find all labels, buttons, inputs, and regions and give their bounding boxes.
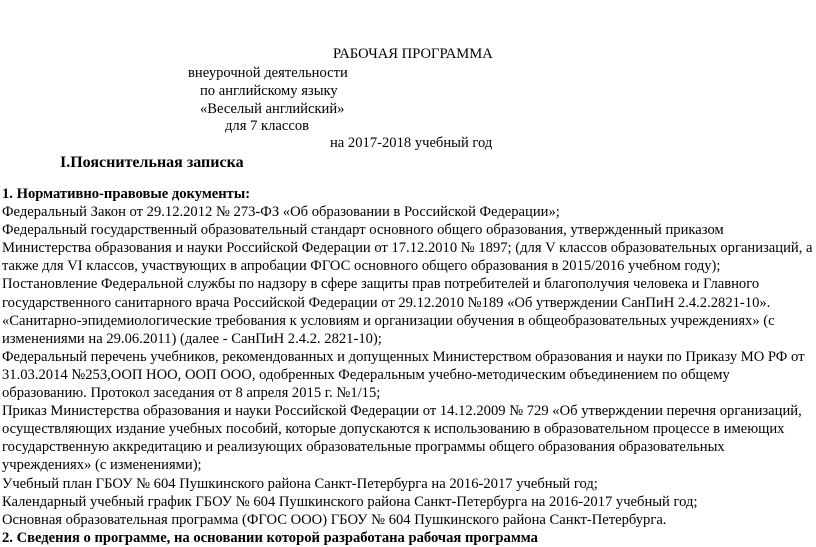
- section-heading: I.Пояснительная записка: [60, 154, 244, 171]
- program-subtitle-year: на 2017-2018 учебный год: [330, 135, 493, 151]
- program-subtitle-activity: внеурочной деятельности: [188, 65, 348, 81]
- program-title: РАБОЧАЯ ПРОГРАММА: [333, 46, 493, 62]
- subsection-heading-program-info: 2. Сведения о программе, на основании которой разработана рабочая программа: [2, 529, 538, 546]
- document-item: Федеральный государственный образовательный стандарт основного общего образования, утвержденный приказом Министерства образования и науки Российской Федерации от 17.12.2010 № 1897; (для V классов образовательных организаций, а также для VI классов, участвующих в апробации ФГОС основного общего образования в 2015/2016 учебном году);: [2, 222, 813, 275]
- document-item: Федеральный Закон от 29.12.2012 № 273-ФЗ «Об образовании в Российской Федерации»;: [2, 204, 560, 221]
- document-body: [2, 185, 814, 547]
- document-item: Календарный учебный график ГБОУ № 604 Пушкинского района Санкт-Петербурга на 2016-2017 учебный год;: [2, 493, 698, 510]
- document-item: Основная образовательная программа (ФГОС ООО) ГБОУ № 604 Пушкинского района Санкт-Петербурга.: [2, 511, 667, 528]
- document-item: Постановление Федеральной службы по надзору в сфере защиты прав потребителей и благополучия человека и Главного государственного санитарного врача Российской Федерации от 29.12.2010 №189 «Об утверждении СанПиН 2.4.2.2821-10». «Санитарно-эпидемиологические требования к условиям и организации обучения в общеобразовательных учреждениях» (с изменениями на 29.06.2011) (далее - СанПиН 2.4.2. 2821-10);: [2, 276, 775, 347]
- document-item: Федеральный перечень учебников, рекомендованных и допущенных Министерством образования и науки по Приказу МО РФ от 31.03.2014 №253,ООП НОО, ООП ООО, одобренных Федеральным учебно-методическим объединением по общему образованию. Протокол заседания от 8 апреля 2015 г. №1/15;: [2, 348, 805, 402]
- document-item: Учебный план ГБОУ № 604 Пушкинского района Санкт-Петербурга на 2016-2017 учебный год;: [2, 475, 598, 492]
- program-subtitle-subject: по английскому языку: [200, 83, 338, 99]
- program-subtitle-course-name: «Веселый английский»: [200, 101, 345, 117]
- subsection-heading-legal-docs: 1. Нормативно-правовые документы:: [2, 186, 251, 202]
- document-item: Приказ Министерства образования и науки Российской Федерации от 14.12.2009 № 729 «Об утверждении перечня организаций, осуществляющих издание учебных пособий, которые допускаются к использованию в образовательном процессе в имеющих государственную аккредитацию и реализующих образовательные программы общего образования образовательных учреждениях» (с изменениями);: [2, 403, 802, 474]
- program-subtitle-grade: для 7 классов: [225, 118, 310, 134]
